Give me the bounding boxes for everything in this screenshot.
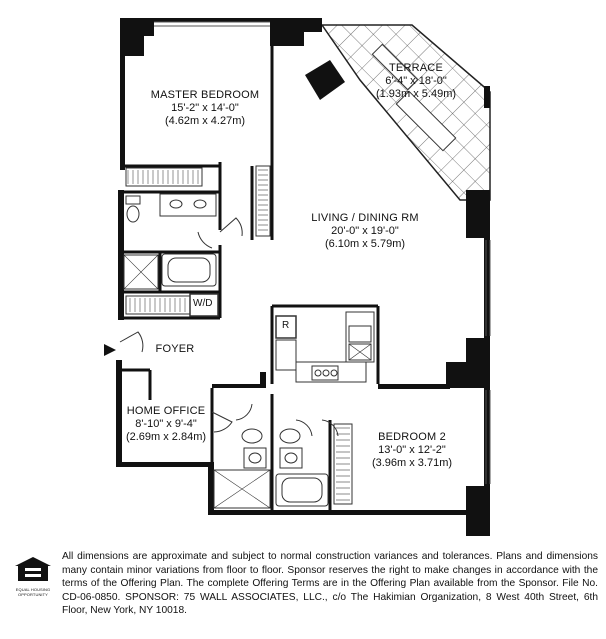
refrigerator-label: R <box>282 320 290 331</box>
master-bedroom-label <box>140 89 270 128</box>
room-dim-m: (1.93m x 5.49m) <box>375 88 457 100</box>
terrace-area <box>322 25 490 200</box>
room-name: HOME OFFICE <box>126 405 206 417</box>
room-dim-m: (2.69m x 2.84m) <box>125 431 207 443</box>
equal-housing-text: EQUAL HOUSING OPPORTUNITY <box>15 587 51 597</box>
room-dim-ft: 6'-4" x 18'-0" <box>385 75 447 87</box>
room-dim-m: (4.62m x 4.27m) <box>164 115 246 127</box>
room-dim-m: (6.10m x 5.79m) <box>324 238 406 250</box>
room-name: FOYER <box>155 343 195 355</box>
room-dim-ft: 20'-0" x 19'-0" <box>331 225 399 237</box>
foyer-label <box>148 343 202 356</box>
entry-arrow-icon <box>104 344 116 356</box>
equal-housing-logo <box>10 556 56 597</box>
room-name: BEDROOM 2 <box>378 431 446 443</box>
disclaimer-text: All dimensions are approximate and subject to normal construction variances and tolerances. Plans and dimensions many contain minor variations from floor to floor. Sponsor reserves the right to make changes in accordance with the terms of the Offering Plan. The complete Offering Terms are in the Offering Plan available from the Sponsor. File No. CD-06-0850. SPONSOR: 75 WALL ASSOCIATES, LLC., c/o The Hakimian Organization, 8 West 40th Street, 6th Floor, New York, NY 10018. <box>62 551 598 617</box>
kitchen-fixtures <box>276 312 374 382</box>
room-dim-ft: 15'-2" x 14'-0" <box>171 102 239 114</box>
living-dining-label <box>290 212 440 251</box>
room-name: MASTER BEDROOM <box>150 89 260 101</box>
room-dim-ft: 8'-10" x 9'-4" <box>135 418 197 430</box>
room-name: LIVING / DINING RM <box>311 212 419 224</box>
bedroom-2-label <box>360 431 464 470</box>
room-dim-ft: 13'-0" x 12'-2" <box>378 444 446 456</box>
house-icon <box>13 556 53 582</box>
home-office-label <box>118 405 214 444</box>
room-name: TERRACE <box>389 62 443 74</box>
terrace-label <box>356 62 476 101</box>
washer-dryer-label: W/D <box>193 298 213 309</box>
room-dim-m: (3.96m x 3.71m) <box>371 457 453 469</box>
